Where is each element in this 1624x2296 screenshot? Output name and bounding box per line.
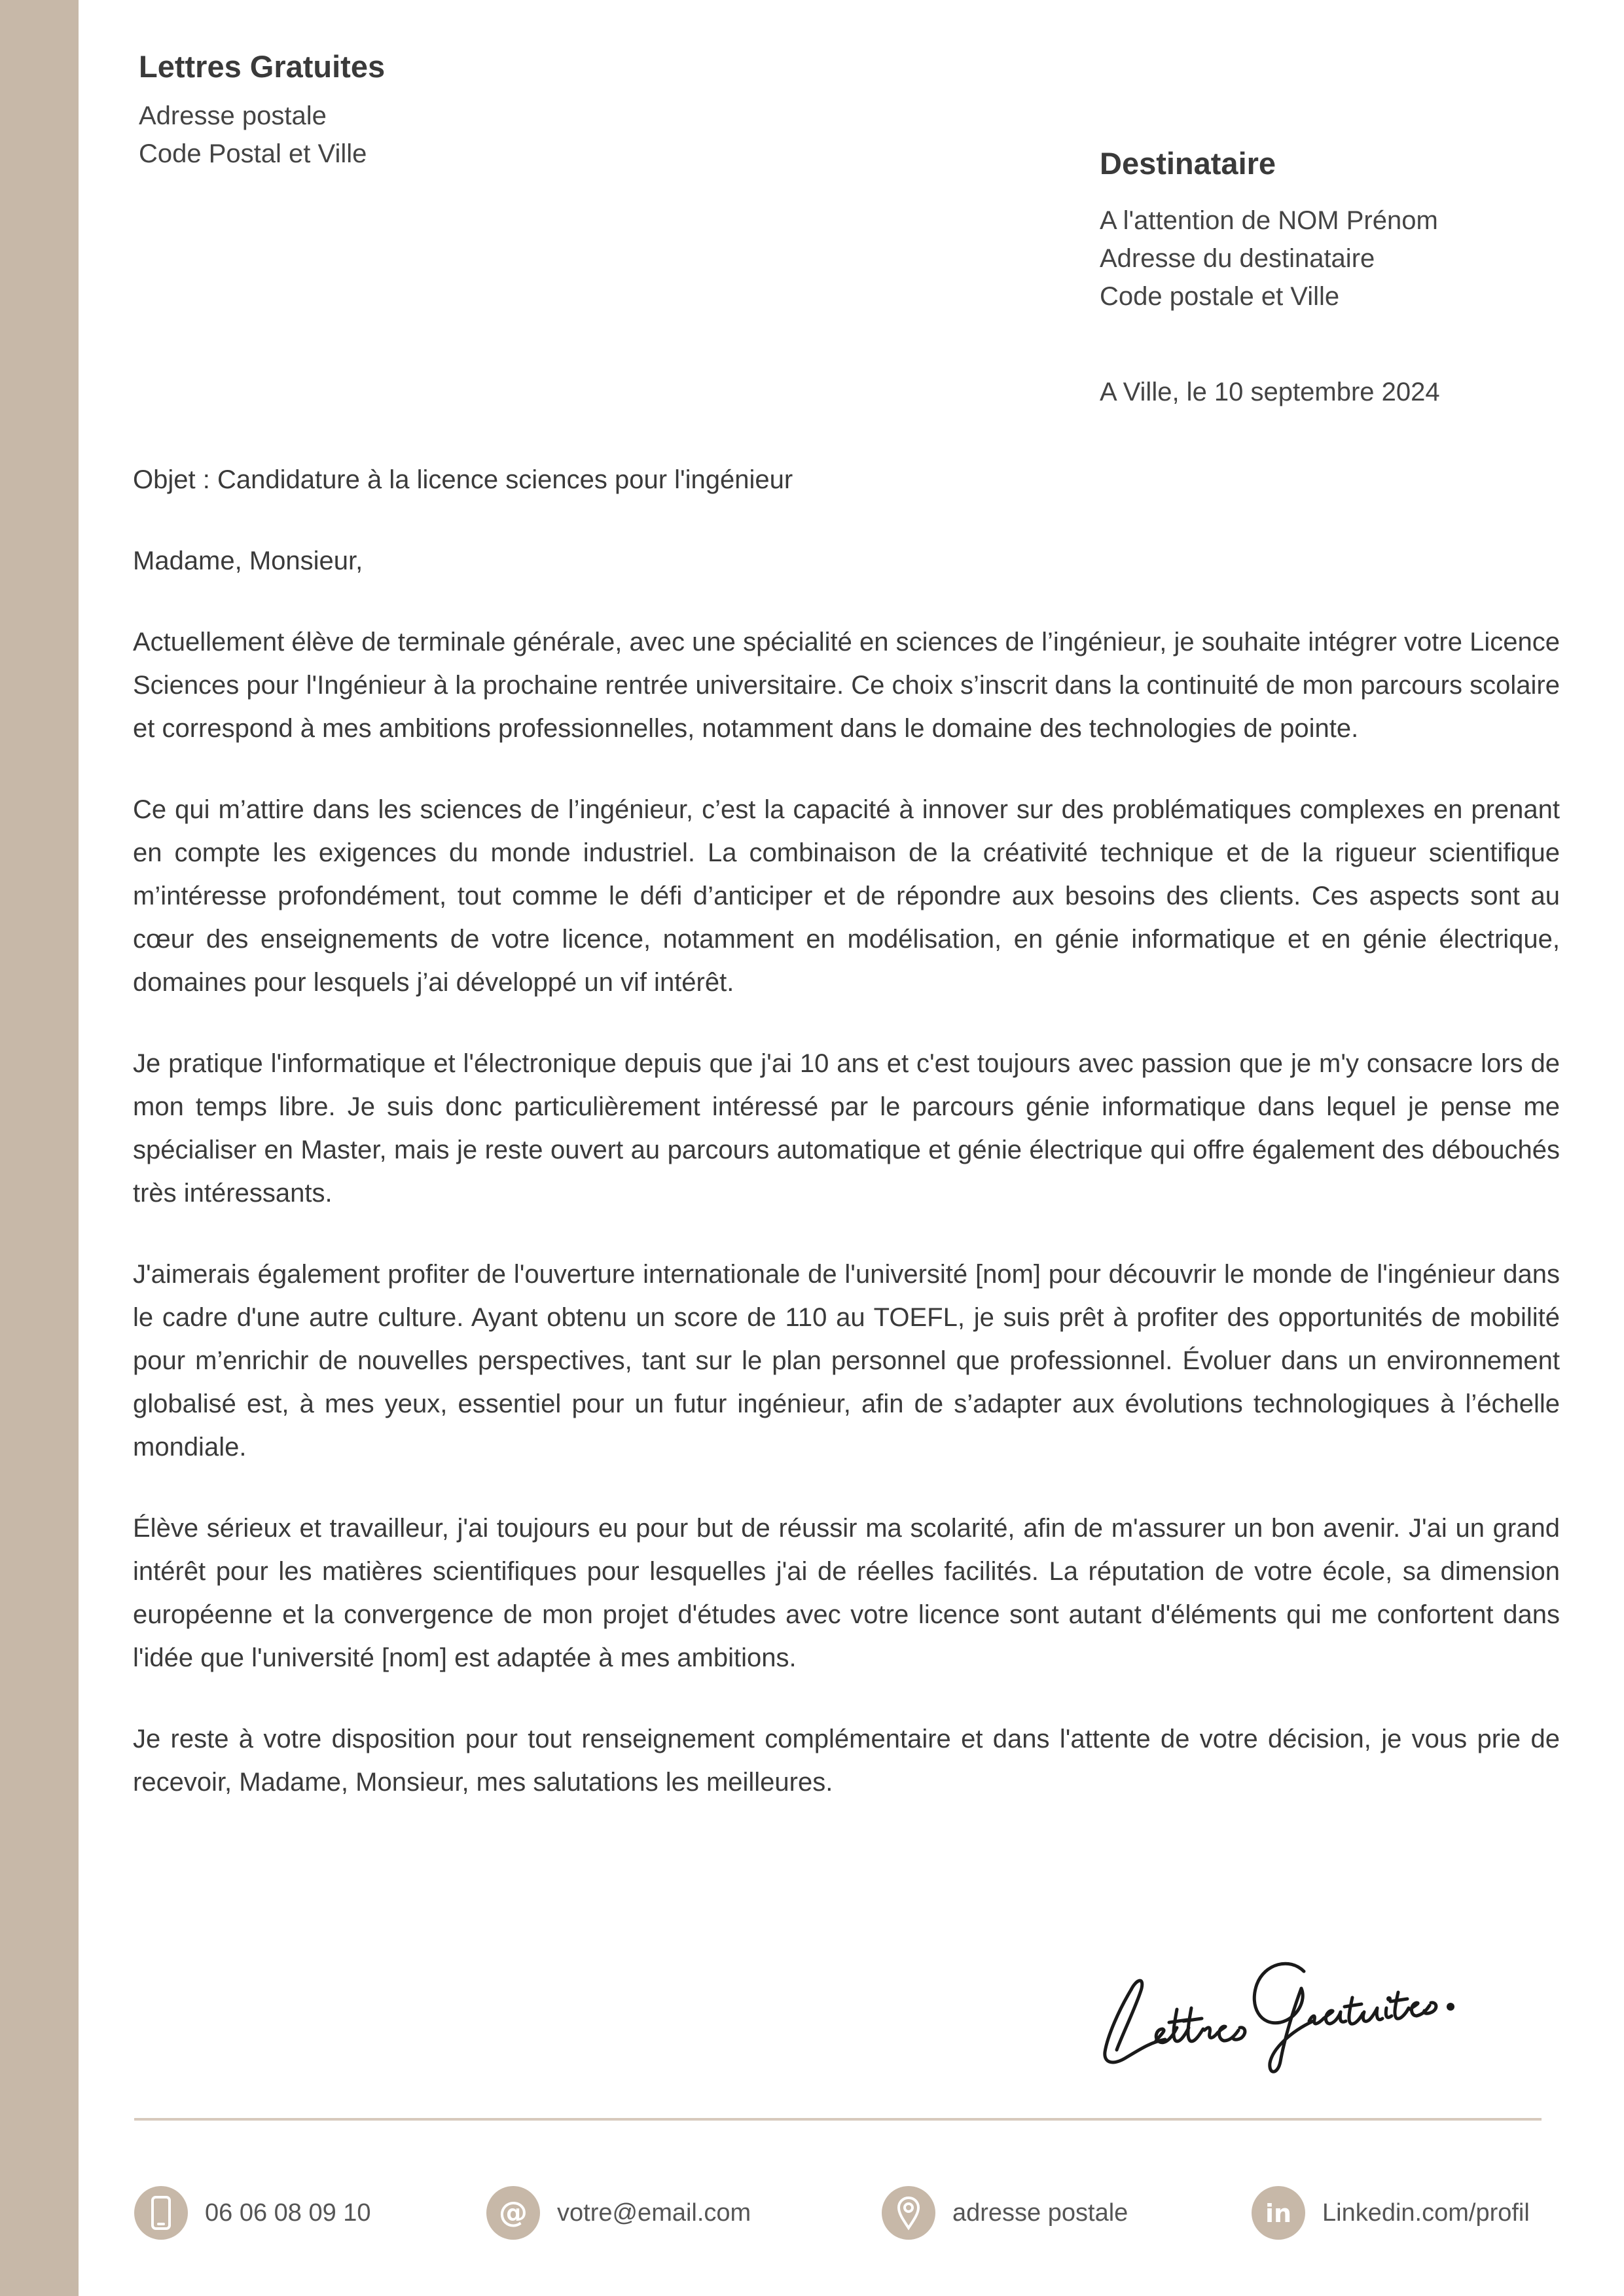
letter-object: Objet : Candidature à la licence sciences pour l'ingénieur <box>133 465 793 494</box>
linkedin-profile[interactable]: Linkedin.com/profil <box>1322 2198 1530 2227</box>
recipient-block <box>1100 144 1597 315</box>
contact-email <box>486 2183 751 2242</box>
sidebar-accent-bar <box>0 0 79 2296</box>
letter-paragraph: Actuellement élève de terminale générale, avec une spécialité en sciences de l’ingénieur, je souhaite intégrer votre Licence Sciences pour l'Ingénieur à la prochaine rentrée universitaire. Ce choix s’inscrit dans la continuité de mon parcours scolaire et correspond à mes ambitions professionnelles, notamment dans le domaine des technologies de pointe. <box>133 628 1560 743</box>
recipient-attention-line: A l'attention de NOM Prénom <box>1100 206 1438 235</box>
svg-text:@: @ <box>499 2196 528 2229</box>
contact-linkedin <box>1252 2183 1530 2242</box>
letter-paragraph: J'aimerais également profiter de l'ouverture internationale de l'université [nom] pour découvrir le monde de l'ingénieur dans le cadre d'une autre culture. Ayant obtenu un score de 110 au TOEFL, je suis prêt à profiter des opportunités de mobilité pour m’enrichir de nouvelles perspectives, tant sur le plan personnel que professionnel. Évoluer dans un environnement globalisé est, à mes yeux, essentiel pour un futur ingénieur, afin de s’adapter aux évolutions technologiques à l’échelle mondiale. <box>133 1260 1560 1462</box>
letter-paragraph: Ce qui m’attire dans les sciences de l’ingénieur, c’est la capacité à innover sur des problématiques complexes en prenant en compte les exigences du monde industriel. La combinaison de la créativité technique et de la rigueur scientifique m’intéresse profondément, tout comme le défi d’anticiper et de répondre aux besoins des clients. Ces aspects sont au cœur des enseignements de votre licence, notamment en modélisation, en génie informatique et en génie électrique, domaines pour lesquels j’ai développé un vif intérêt. <box>133 795 1560 997</box>
date-line: A Ville, le 10 septembre 2024 <box>1100 378 1440 406</box>
letter-paragraph: Élève sérieux et travailleur, j'ai toujours eu pour but de réussir ma scolarité, afin de m'assurer un bon avenir. J'ai un grand intérêt pour les matières scientifiques pour lesquelles j'ai de réelles facilités. La réputation de votre école, sa dimension européenne et la convergence de mon projet d'études avec votre licence sont autant d'éléments qui me confortent dans l'idée que l'université [nom] est adaptée à mes ambitions. <box>133 1514 1560 1672</box>
letter-paragraph: Je reste à votre disposition pour tout renseignement complémentaire et dans l'attente de votre décision, je vous prie de recevoir, Madame, Monsieur, mes salutations les meilleures. <box>133 1725 1560 1797</box>
linkedin-icon <box>1252 2186 1305 2240</box>
svg-text:in: in <box>1265 2199 1292 2228</box>
recipient-address-line: Adresse du destinataire <box>1100 244 1375 273</box>
contact-address <box>882 2183 1128 2242</box>
recipient-title: Destinataire <box>1100 146 1276 181</box>
contact-phone <box>134 2183 371 2242</box>
handwritten-signature <box>1093 1911 1486 2081</box>
phone-icon <box>134 2186 188 2240</box>
sender-name: Lettres Gratuites <box>139 49 386 84</box>
at-icon <box>486 2186 540 2240</box>
letter-paragraph: Je pratique l'informatique et l'électronique depuis que j'ai 10 ans et c'est toujours avec passion que je m'y consacre lors de mon temps libre. Je suis donc particulièrement intéressé par le parcours génie informatique dans lequel je pense me spécialiser en Master, mais je reste ouvert au parcours automatique et génie électrique qui offre également des débouchés très intéressants. <box>133 1049 1560 1208</box>
location-pin-icon <box>882 2186 935 2240</box>
sender-city-line: Code Postal et Ville <box>139 139 367 168</box>
sender-block <box>139 47 728 173</box>
letter-body <box>133 458 1560 1842</box>
email-address[interactable]: votre@email.com <box>557 2198 751 2227</box>
sender-address-line: Adresse postale <box>139 101 327 130</box>
contact-footer <box>134 2183 1542 2242</box>
footer-divider <box>134 2118 1542 2121</box>
phone-number[interactable]: 06 06 08 09 10 <box>205 2198 371 2227</box>
letter-salutation: Madame, Monsieur, <box>133 547 363 575</box>
recipient-city-line: Code postale et Ville <box>1100 282 1340 311</box>
postal-address: adresse postale <box>952 2198 1128 2227</box>
